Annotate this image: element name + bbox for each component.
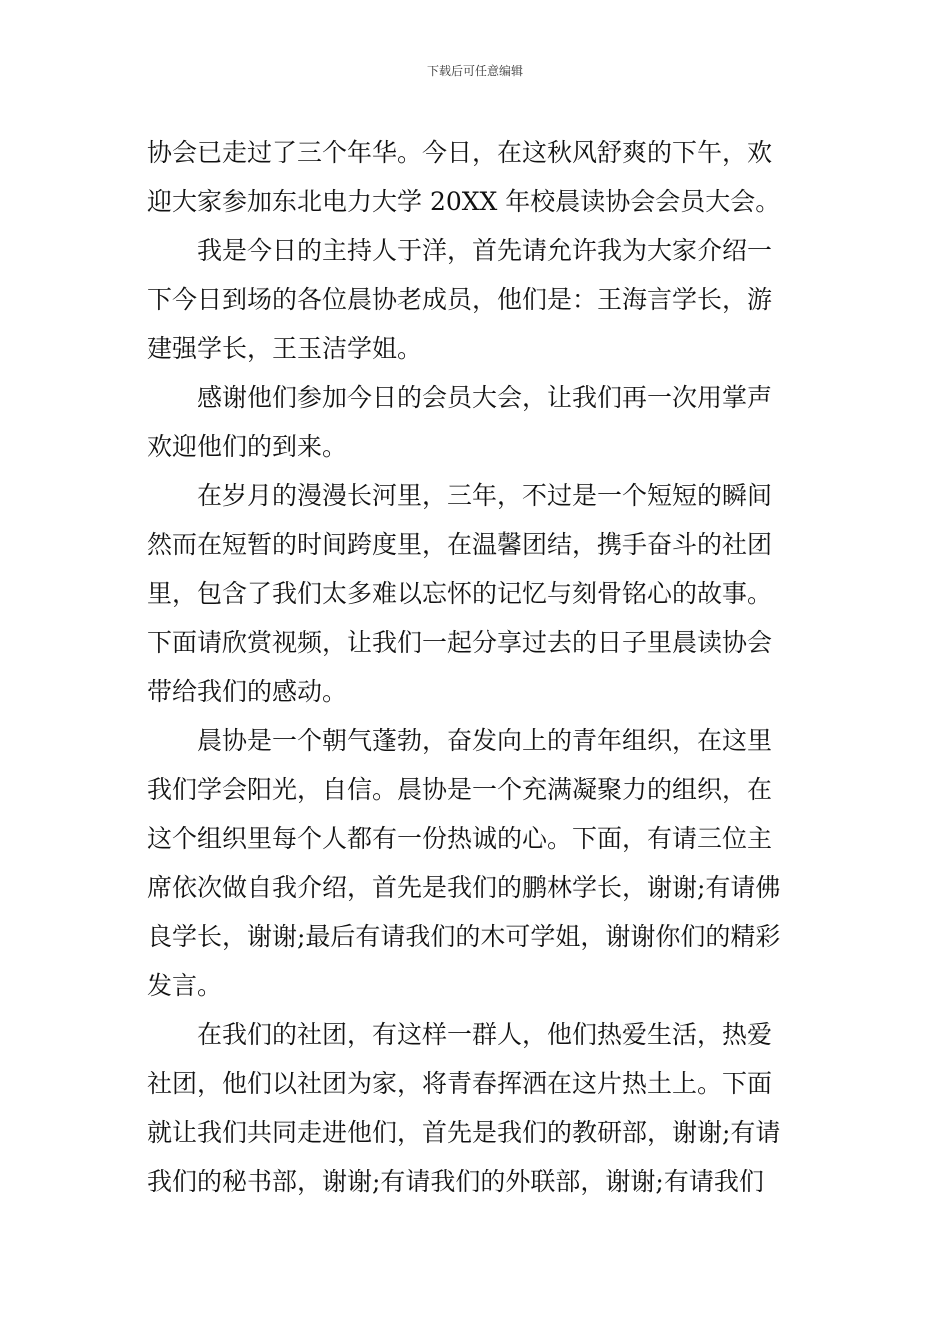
- text-line: 良学长，谢谢;最后有请我们的木可学姐，谢谢你们的精彩: [147, 922, 781, 951]
- text-line: 我是今日的主持人于洋，首先请允许我为大家介绍一: [197, 236, 773, 265]
- text-line: 下今日到场的各位晨协老成员，他们是：王海言学长，游: [147, 285, 773, 314]
- text-line: 在我们的社团，有这样一群人，他们热爱生活，热爱: [197, 1020, 773, 1049]
- text-line: 带给我们的感动。: [147, 677, 348, 706]
- text-line: 我们的秘书部，谢谢;有请我们的外联部，谢谢;有请我们: [147, 1167, 764, 1196]
- text-line: 迎大家参加东北电力大学 20XX 年校晨读协会会员大会。: [147, 187, 781, 216]
- text-line: 建强学长，王玉洁学姐。: [147, 334, 423, 363]
- paragraph: [147, 373, 807, 471]
- paragraph: [147, 1010, 807, 1206]
- text-line: 在岁月的漫漫长河里，三年，不过是一个短短的瞬间: [197, 481, 773, 510]
- text-line: 这个组织里每个人都有一份热诚的心。下面，有请三位主: [147, 824, 773, 853]
- text-line: 里，包含了我们太多难以忘怀的记忆与刻骨铭心的故事。: [147, 579, 773, 608]
- page-header: 下载后可任意编辑: [426, 64, 523, 78]
- text-line: 就让我们共同走进他们，首先是我们的教研部，谢谢;有请: [147, 1118, 781, 1147]
- text-line: 席依次做自我介绍，首先是我们的鹏林学长，谢谢;有请佛: [147, 873, 781, 902]
- text-line: 协会已走过了三个年华。今日，在这秋风舒爽的下午，欢: [147, 138, 773, 167]
- text-line: 我们学会阳光，自信。晨协是一个充满凝聚力的组织，在: [147, 775, 773, 804]
- text-line: 下面请欣赏视频，让我们一起分享过去的日子里晨读协会: [147, 628, 773, 657]
- text-line: 欢迎他们的到来。: [147, 432, 348, 461]
- text-line: 然而在短暂的时间跨度里，在温馨团结，携手奋斗的社团: [147, 530, 773, 559]
- paragraph: [147, 716, 807, 1010]
- paragraph: [147, 471, 807, 716]
- paragraph: [147, 128, 807, 226]
- paragraph: [147, 226, 807, 373]
- text-line: 感谢他们参加今日的会员大会，让我们再一次用掌声: [197, 383, 773, 412]
- text-line: 社团，他们以社团为家，将青春挥洒在这片热土上。下面: [147, 1069, 773, 1098]
- text-line: 发言。: [147, 971, 223, 1000]
- text-line: 晨协是一个朝气蓬勃，奋发向上的青年组织，在这里: [197, 726, 773, 755]
- document-body: [147, 128, 807, 1206]
